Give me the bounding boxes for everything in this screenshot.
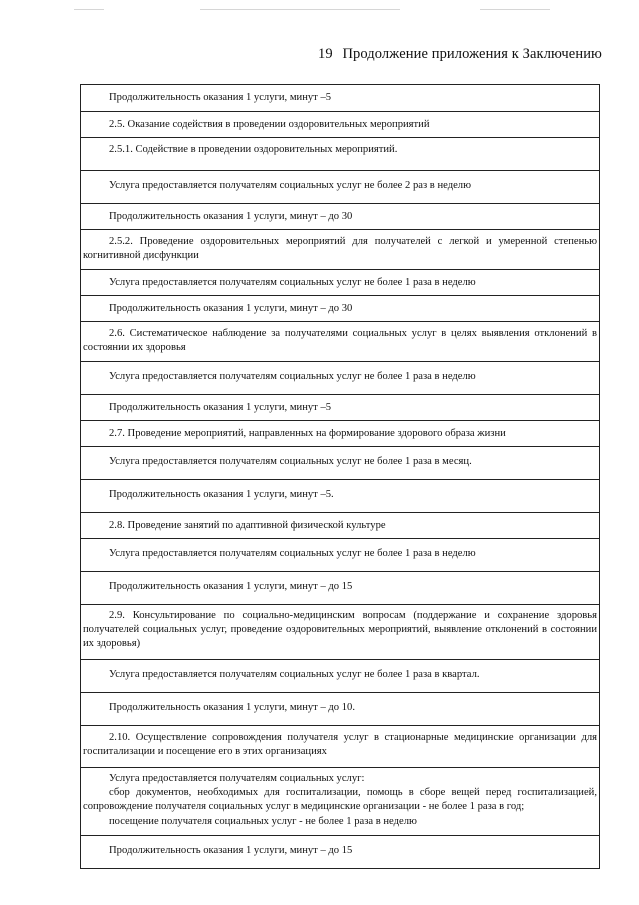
table-row — [81, 446, 599, 479]
table-row — [81, 321, 599, 361]
scan-artifact-line — [480, 9, 550, 10]
row-text: Услуга предоставляется получателям социальных услуг: — [109, 773, 365, 784]
row-text: Услуга предоставляется получателям социальных услуг не более 1 раза в месяц. — [109, 456, 472, 467]
page-header-title: Продолжение приложения к Заключению — [342, 46, 602, 62]
row-text: 2.8. Проведение занятий по адаптивной физической культуре — [109, 520, 386, 531]
row-text: Продолжительность оказания 1 услуги, минут –5. — [109, 489, 334, 500]
table-row — [81, 361, 599, 394]
table-row — [81, 692, 599, 725]
table-row — [81, 538, 599, 571]
row-text: 2.5.1. Содействие в проведении оздоровительных мероприятий. — [109, 144, 398, 155]
row-text: 2.5. Оказание содействия в проведении оздоровительных мероприятий — [109, 119, 430, 130]
table-row — [81, 512, 599, 538]
row-text: Продолжительность оказания 1 услуги, минут – до 15 — [109, 844, 353, 856]
row-text: Продолжительность оказания 1 услуги, минут –5 — [109, 402, 332, 413]
row-text: Услуга предоставляется получателям социальных услуг не более 1 раза в неделю — [109, 277, 476, 288]
table-row — [81, 725, 599, 767]
table-row — [81, 229, 599, 269]
row-text: 2.6. Систематическое наблюдение за получателями социальных услуг в целях выявления отклонений в состоянии их здоровья — [83, 328, 597, 354]
row-text: Услуга предоставляется получателям социальных услуг не более 1 раза в неделю — [109, 371, 476, 382]
table-row — [81, 420, 599, 446]
table-row — [81, 137, 599, 170]
row-text: Услуга предоставляется получателям социальных услуг не более 1 раза в неделю — [109, 548, 476, 559]
table-row — [81, 85, 599, 111]
row-text: Услуга предоставляется получателям социальных услуг не более 2 раз в неделю — [109, 180, 471, 191]
row-text: 2.10. Осуществление сопровождения получателя услуг в стационарные медицинские организации для госпитализации и посещение его в этих организациях — [83, 732, 597, 758]
scan-artifact-line — [74, 9, 104, 10]
table-row — [81, 604, 599, 659]
table-row — [81, 659, 599, 692]
table-row — [81, 394, 599, 420]
services-table — [80, 84, 600, 869]
table-row — [81, 269, 599, 295]
table-row — [81, 767, 599, 835]
table-row — [81, 203, 599, 229]
table-row — [81, 170, 599, 203]
table-row — [81, 111, 599, 137]
table-row — [81, 571, 599, 604]
table-row — [81, 835, 599, 868]
page-number: 19 — [318, 46, 333, 62]
page-header — [318, 46, 602, 63]
row-text: 2.9. Консультирование по социально-медицинским вопросам (поддержание и сохранение здоровья получателей социальных услуг, проведение оздоровительных мероприятий, выявление отклонений в состоянии их здоровья) — [83, 610, 597, 650]
row-text: Продолжительность оказания 1 услуги, минут –5 — [109, 92, 332, 103]
table-row — [81, 295, 599, 321]
row-text: посещение получателя социальных услуг - не более 1 раза в неделю — [109, 815, 417, 827]
row-text: Услуга предоставляется получателям социальных услуг не более 1 раза в квартал. — [109, 669, 480, 680]
table-row — [81, 479, 599, 512]
row-text: сбор документов, необходимых для госпитализации, помощь в сборе вещей перед госпитализацией, сопровождение получателя социальных услуг в медицинские организации - не более 1 раза в год; — [83, 787, 597, 813]
row-text: Продолжительность оказания 1 услуги, минут – до 30 — [109, 303, 353, 314]
row-text: 2.7. Проведение мероприятий, направленных на формирование здорового образа жизни — [109, 428, 506, 439]
row-text: 2.5.2. Проведение оздоровительных мероприятий для получателей с легкой и умеренной степенью когнитивной дисфункции — [83, 236, 597, 262]
row-text: Продолжительность оказания 1 услуги, минут – до 10. — [109, 702, 355, 713]
scan-artifact-line — [200, 9, 400, 10]
row-text: Продолжительность оказания 1 услуги, минут – до 15 — [109, 581, 353, 592]
row-text: Продолжительность оказания 1 услуги, минут – до 30 — [109, 211, 353, 222]
